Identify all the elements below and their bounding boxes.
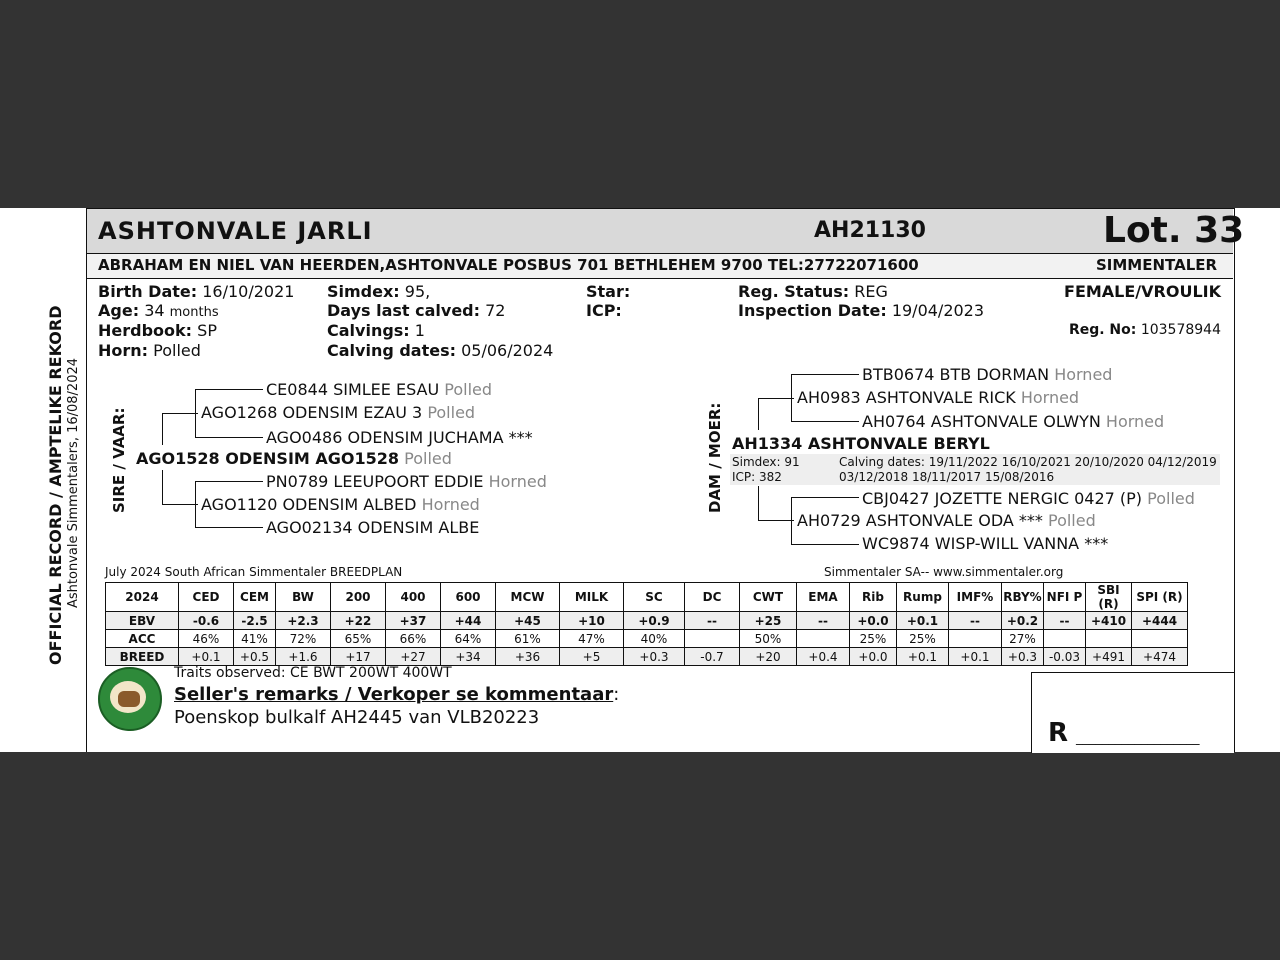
table-header-cell: CWT [740, 583, 797, 612]
inspection-date [738, 301, 984, 320]
table-header-cell: MCW [496, 583, 560, 612]
source-label: Ashtonvale Simmentalers, 16/08/2024 [66, 357, 81, 608]
table-cell: +474 [1132, 648, 1188, 666]
inspection-value: 19/04/2023 [891, 301, 985, 320]
logo-cow-head [118, 691, 140, 707]
sds-horn: Horned [488, 472, 547, 491]
reg-number-value: 103578944 [1140, 322, 1221, 338]
sire-line [162, 504, 198, 505]
table-cell [949, 630, 1002, 648]
sd-name: AGO1120 ODENSIM ALBED [201, 495, 417, 514]
table-cell [1086, 630, 1132, 648]
lot-number: Lot. 33 [1103, 210, 1245, 251]
sex-label: FEMALE/VROULIK [1064, 282, 1221, 301]
birth-date-value: 16/10/2021 [202, 282, 295, 301]
table-cell: BREED [106, 648, 179, 666]
sire-label: SIRE / VAAR: [110, 407, 128, 513]
icp-label: ICP: [586, 301, 622, 320]
sss-name: CE0844 SIMLEE ESAU [266, 380, 440, 399]
dam-dam-dam: WC9874 WISP-WILL VANNA *** [862, 534, 1109, 553]
lot-sheet [0, 208, 1280, 752]
sire-sire-dam: AGO0486 ODENSIM JUCHAMA *** [266, 428, 533, 447]
table-header-cell: 400 [386, 583, 441, 612]
table-cell: 66% [386, 630, 441, 648]
table-cell: +10 [560, 612, 624, 630]
dss-horn: Horned [1054, 365, 1113, 384]
calving-dates [327, 341, 553, 360]
table-cell: -- [685, 612, 740, 630]
table-cell: +0.3 [1002, 648, 1044, 666]
table-header-cell: SBI (R) [1086, 583, 1132, 612]
reg-number-label: Reg. No: [1068, 322, 1137, 338]
table-cell: 61% [496, 630, 560, 648]
table-cell: +22 [331, 612, 386, 630]
table-cell: 64% [441, 630, 496, 648]
table-cell: 25% [850, 630, 897, 648]
dam-dam-sire [862, 489, 1195, 508]
table-cell: +0.0 [850, 612, 897, 630]
table-cell: +0.2 [1002, 612, 1044, 630]
table-cell: 41% [234, 630, 276, 648]
age [98, 301, 219, 320]
dam-icp: ICP: 382 [732, 470, 782, 484]
animal-id: AH21130 [814, 218, 926, 243]
table-cell: +0.1 [897, 612, 949, 630]
table-cell: +491 [1086, 648, 1132, 666]
table-header-cell: NFI P [1044, 583, 1086, 612]
table-cell: +27 [386, 648, 441, 666]
age-unit: months [169, 305, 219, 320]
reg-status-label: Reg. Status: [738, 282, 850, 301]
ss-horn: Polled [427, 403, 476, 422]
table-row-acc [106, 630, 1188, 648]
table-header-cell: 2024 [106, 583, 179, 612]
sire-line [195, 527, 263, 528]
table-cell [1044, 630, 1086, 648]
table-cell: +0.1 [949, 648, 1002, 666]
sire-line [195, 481, 196, 527]
table-cell: +0.3 [624, 648, 685, 666]
table-cell: 40% [624, 630, 685, 648]
ds-horn: Horned [1020, 388, 1080, 407]
reg-status-value: REG [854, 282, 888, 301]
table-cell: +17 [331, 648, 386, 666]
simmentaler-logo-icon [98, 667, 162, 731]
table-cell: -- [1044, 612, 1086, 630]
table-cell: -- [797, 612, 850, 630]
table-cell: +0.0 [850, 648, 897, 666]
dam-line [791, 497, 859, 498]
table-cell: 47% [560, 630, 624, 648]
table-header-cell: 200 [331, 583, 386, 612]
simdex [327, 282, 430, 301]
table-cell [797, 630, 850, 648]
dss-name: BTB0674 BTB DORMAN [862, 365, 1050, 384]
dam-line [758, 398, 794, 399]
table-cell: +20 [740, 648, 797, 666]
table-cell: +444 [1132, 612, 1188, 630]
table-header-cell: BW [276, 583, 331, 612]
dd-name: AH0729 ASHTONVALE ODA *** [797, 511, 1043, 530]
dam-line [758, 398, 759, 430]
table-cell: +36 [496, 648, 560, 666]
dam-sire-dam [862, 412, 1164, 431]
dam-calving-dates-1: Calving dates: 19/11/2022 16/10/2021 20/10/2020 04/12/2019 [839, 455, 1217, 469]
herdbook-value: SP [197, 321, 217, 340]
dam-line [791, 421, 859, 422]
horn-value: Polled [153, 341, 201, 360]
table-cell: +410 [1086, 612, 1132, 630]
dlc-label: Days last calved: [327, 301, 481, 320]
dd-horn: Polled [1047, 511, 1096, 530]
herdbook [98, 321, 217, 340]
table-cell: +37 [386, 612, 441, 630]
owner-line: ABRAHAM EN NIEL VAN HEERDEN,ASHTONVALE POSBUS 701 BETHLEHEM 9700 TEL:27722071600 [98, 256, 919, 274]
table-header-cell: CED [179, 583, 234, 612]
sire-line [195, 389, 196, 437]
star-label: Star: [586, 282, 631, 301]
birth-date-label: Birth Date: [98, 282, 198, 301]
dam-sire-sire [862, 365, 1112, 384]
calving-dates-label: Calving dates: [327, 341, 457, 360]
table-header-cell: DC [685, 583, 740, 612]
price-blank: ___________________ [1076, 731, 1200, 746]
table-cell: 46% [179, 630, 234, 648]
horn-label: Horn: [98, 341, 149, 360]
simdex-label: Simdex: [327, 282, 400, 301]
dam-line [791, 374, 792, 421]
table-header-cell: EMA [797, 583, 850, 612]
dam-line [758, 520, 794, 521]
dlc-value: 72 [485, 301, 506, 320]
dam-calving-dates-2: 03/12/2018 18/11/2017 15/08/2016 [839, 470, 1055, 484]
sire-line [195, 481, 263, 482]
table-cell: +0.9 [624, 612, 685, 630]
table-cell: +44 [441, 612, 496, 630]
table-header-row [106, 583, 1188, 612]
table-cell: +5 [560, 648, 624, 666]
dsd-horn: Horned [1105, 412, 1165, 431]
table-cell: 50% [740, 630, 797, 648]
breed-name: SIMMENTALER [1096, 256, 1218, 274]
ebv-table [105, 582, 1188, 666]
days-last-calved [327, 301, 505, 320]
sire-dam-sire [266, 472, 547, 491]
table-cell: +0.1 [179, 648, 234, 666]
table-cell: +0.1 [897, 648, 949, 666]
sire-line [195, 437, 263, 438]
table-header-cell: MILK [560, 583, 624, 612]
remarks-colon: : [613, 684, 620, 705]
sellers-remarks-text: Poenskop bulkalf AH2445 van VLB20223 [174, 707, 540, 728]
birth-date [98, 282, 294, 301]
calving-dates-value: 05/06/2024 [461, 341, 554, 360]
breedplan-website: Simmentaler SA-- www.simmentaler.org [824, 565, 1064, 579]
table-row-ebv [106, 612, 1188, 630]
table-cell: -0.6 [179, 612, 234, 630]
table-header-cell: 600 [441, 583, 496, 612]
table-header-cell: Rump [897, 583, 949, 612]
price-currency: R [1048, 718, 1069, 748]
table-cell: -- [949, 612, 1002, 630]
calvings [327, 321, 425, 340]
reg-number [1069, 322, 1221, 338]
sire-horn: Polled [404, 449, 452, 468]
table-row-breed [106, 648, 1188, 666]
dam-line [791, 544, 859, 545]
ds-name: AH0983 ASHTONVALE RICK [797, 388, 1016, 407]
table-header-cell: SPI (R) [1132, 583, 1188, 612]
calvings-value: 1 [414, 321, 425, 340]
table-cell: +1.6 [276, 648, 331, 666]
traits-observed: Traits observed: CE BWT 200WT 400WT [174, 665, 452, 681]
sire-dam-dam: AGO02134 ODENSIM ALBE [266, 518, 480, 537]
breedplan-caption: July 2024 South African Simmentaler BREEDPLAN [105, 565, 403, 579]
table-cell [685, 630, 740, 648]
table-cell: 72% [276, 630, 331, 648]
dam-dam [797, 511, 1096, 530]
reg-status [738, 282, 888, 301]
dam-name: AH1334 ASHTONVALE BERYL [732, 434, 990, 453]
table-cell: 65% [331, 630, 386, 648]
sire-line [162, 413, 163, 445]
sire-name-text: AGO1528 ODENSIM AGO1528 [136, 449, 400, 468]
dam-simdex: Simdex: 91 [732, 455, 800, 469]
simdex-value: 95, [404, 282, 431, 301]
herdbook-label: Herdbook: [98, 321, 193, 340]
dsd-name: AH0764 ASHTONVALE OLWYN [862, 412, 1101, 431]
table-cell: -0.03 [1044, 648, 1086, 666]
calvings-label: Calvings: [327, 321, 410, 340]
dds-name: CBJ0427 JOZETTE NERGIC 0427 (P) [862, 489, 1143, 508]
table-cell: +34 [441, 648, 496, 666]
table-cell: +25 [740, 612, 797, 630]
animal-name: ASHTONVALE JARLI [98, 217, 373, 245]
sire-sire-sire [266, 380, 492, 399]
table-cell: -0.7 [685, 648, 740, 666]
sire-sire [201, 403, 475, 422]
table-header-cell: SC [624, 583, 685, 612]
table-cell: +0.5 [234, 648, 276, 666]
table-cell: 25% [897, 630, 949, 648]
dds-horn: Polled [1147, 489, 1195, 508]
table-header-cell: IMF% [949, 583, 1002, 612]
table-cell: EBV [106, 612, 179, 630]
dam-line [791, 497, 792, 544]
table-cell [1132, 630, 1188, 648]
table-cell: 27% [1002, 630, 1044, 648]
sire-name [136, 449, 452, 468]
dam-line [758, 486, 759, 520]
sss-horn: Polled [444, 380, 493, 399]
table-cell: +0.4 [797, 648, 850, 666]
table-header-cell: RBY% [1002, 583, 1044, 612]
official-record-label: OFFICIAL RECORD / AMPTELIKE REKORD [46, 305, 65, 665]
table-cell: +2.3 [276, 612, 331, 630]
table-header-cell: CEM [234, 583, 276, 612]
sellers-remarks-heading [174, 684, 619, 705]
horn [98, 341, 201, 360]
sds-name: PN0789 LEEUPOORT EDDIE [266, 472, 484, 491]
table-cell: +45 [496, 612, 560, 630]
inspection-label: Inspection Date: [738, 301, 887, 320]
table-cell: -2.5 [234, 612, 276, 630]
dam-label: DAM / MOER: [706, 402, 724, 513]
sire-line [195, 389, 263, 390]
table-header-cell: Rib [850, 583, 897, 612]
table-cell: ACC [106, 630, 179, 648]
age-label: Age: [98, 301, 140, 320]
age-value: 34 [144, 301, 165, 320]
sire-dam [201, 495, 480, 514]
sd-horn: Horned [421, 495, 480, 514]
dam-sire [797, 388, 1079, 407]
ss-name: AGO1268 ODENSIM EZAU 3 [201, 403, 423, 422]
dam-line [791, 374, 859, 375]
sire-line [162, 413, 198, 414]
sire-line [162, 470, 163, 504]
remarks-title: Seller's remarks / Verkoper se kommentaar [174, 684, 614, 705]
